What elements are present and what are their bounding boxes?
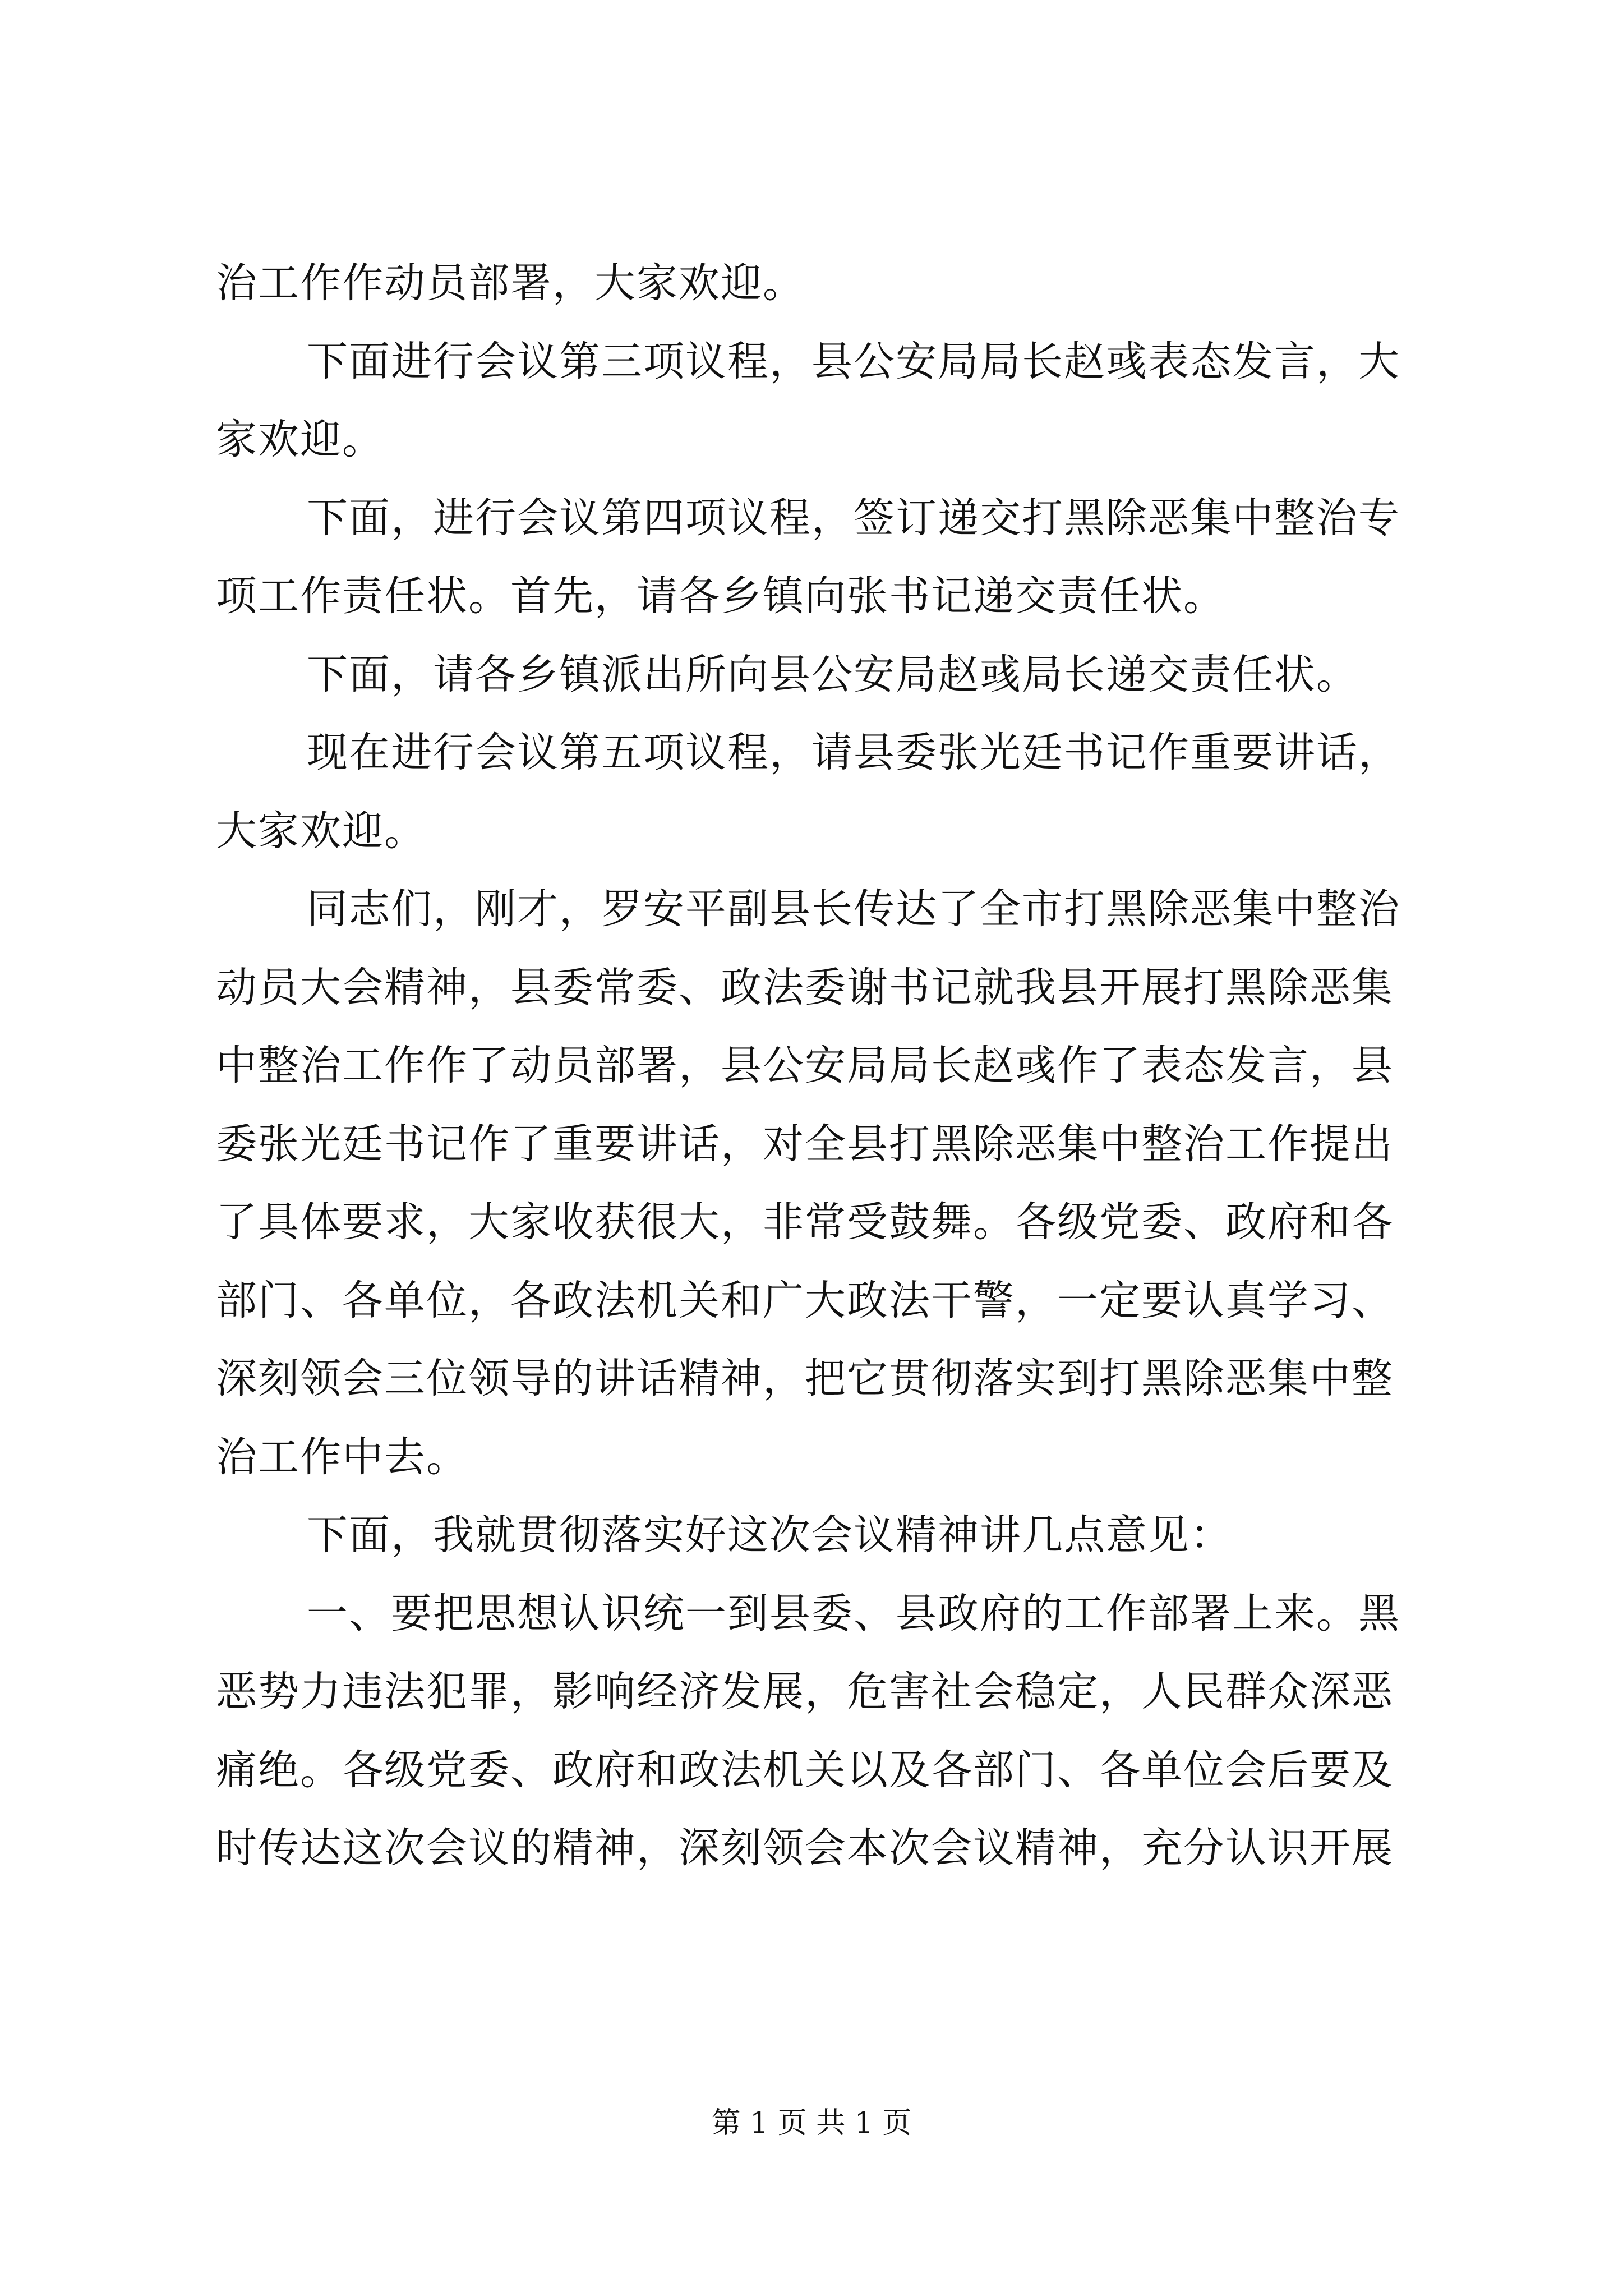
text-line: 一、要把思想认识统一到县委、县政府的工作部署上来。黑 [307,1589,1400,1637]
text-line: 治工作中去。 [216,1433,468,1481]
text-line: 痛绝。各级党委、政府和政法机关以及各部门、各单位会后要及 [216,1746,1394,1794]
text-line: 同志们，刚才，罗安平副县长传达了全市打黑除恶集中整治 [307,885,1400,933]
text-line: 下面，请各乡镇派出所向县公安局赵彧局长递交责任状。 [307,650,1358,698]
text-line: 动员大会精神，县委常委、政法委谢书记就我县开展打黑除恶集 [216,963,1394,1011]
text-line: 委张光廷书记作了重要讲话，对全县打黑除恶集中整治工作提出 [216,1120,1394,1168]
text-line: 下面进行会议第三项议程，县公安局局长赵彧表态发言，大 [307,337,1400,385]
text-line: 深刻领会三位领导的讲话精神，把它贯彻落实到打黑除恶集中整 [216,1355,1394,1402]
text-line: 项工作责任状。首先，请各乡镇向张书记递交责任状。 [216,572,1225,620]
text-line: 现在进行会议第五项议程，请县委张光廷书记作重要讲话， [307,729,1400,776]
text-line: 了具体要求，大家收获很大，非常受鼓舞。各级党委、政府和各 [216,1198,1394,1246]
text-line: 下面，进行会议第四项议程，签订递交打黑除恶集中整治专 [307,494,1400,542]
text-line: 治工作作动员部署，大家欢迎。 [216,259,805,307]
text-line: 大家欢迎。 [216,807,426,855]
text-line: 下面，我就贯彻落实好这次会议精神讲几点意见： [307,1511,1232,1559]
text-line: 时传达这次会议的精神，深刻领会本次会议精神，充分认识开展 [216,1824,1394,1872]
page-footer: 第 1 页 共 1 页 [711,2106,912,2140]
text-line: 家欢迎。 [216,416,384,463]
text-line: 中整治工作作了动员部署，县公安局局长赵彧作了表态发言，县 [216,1042,1394,1089]
text-line: 恶势力违法犯罪，影响经济发展，危害社会稳定，人民群众深恶 [216,1668,1394,1715]
document-body [216,244,1422,1888]
text-line: 部门、各单位，各政法机关和广大政法干警，一定要认真学习、 [216,1276,1394,1324]
